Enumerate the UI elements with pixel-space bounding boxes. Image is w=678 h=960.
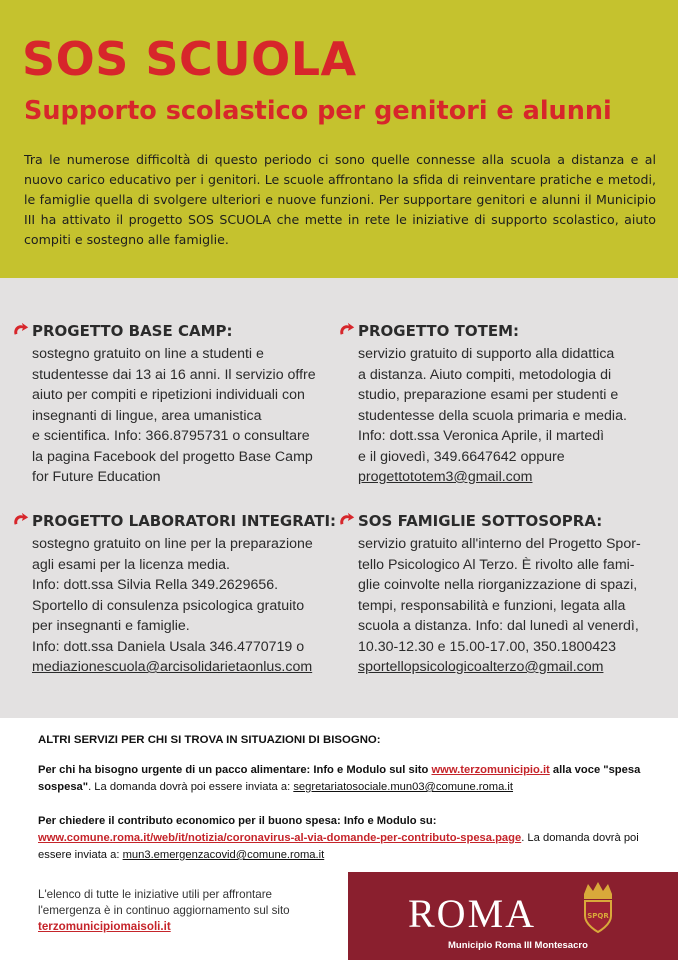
arrow-swirl-icon [338,512,356,530]
body-line: 10.30-12.30 e 15.00-17.00, 350.1800423 [358,638,616,655]
segretariato-email-link[interactable]: segretariatosociale.mun03@comune.roma.it [293,781,514,793]
page-title: SOS SCUOLA [22,32,357,86]
body-line: aiuto per compiti e ripetizioni individuali con [32,387,305,403]
roma-logo-block [348,872,678,960]
body-line: servizio gratuito di supporto alla didattica [358,346,615,362]
roma-wordmark: ROMA [408,891,537,936]
footer-note [38,887,290,935]
email-link[interactable]: sportellopsicologicoalterzo@gmail.com [358,659,604,675]
body-line: per insegnanti e famiglie. [32,618,190,634]
note-line: L'elenco di tutte le iniziative utili per affrontare [38,888,273,901]
body-line: Sportello di consulenza psicologica gratuito [32,597,305,614]
project-body [32,534,313,678]
email-link[interactable]: progettototem3@gmail.com [358,469,533,485]
maisoli-link[interactable]: terzomunicipiomaisoli.it [38,920,171,933]
project-body [32,344,316,488]
food-paragraph [38,762,663,796]
email-link[interactable]: mediazionescuola@arcisolidarietaonlus.com [32,659,313,675]
project-body [358,534,641,678]
roma-crest-icon [580,880,616,934]
buono-lead: Per chiedere il contributo economico per il buono spesa: Info e Modulo su: [38,815,437,827]
header-band [0,0,678,278]
note-line: l'emergenza è in continuo aggiornamento sul sito [38,904,290,917]
terzomunicipio-link[interactable]: www.terzomunicipio.it [431,764,550,776]
body-line: Info: dott.ssa Veronica Aprile, il martedì [358,428,605,444]
buono-tail: . La domanda dovrà poi essere inviata a: [38,832,639,861]
body-line: Info: dott.ssa Silvia Rella 349.2629656. [32,577,279,593]
body-line: insegnanti di lingue, area umanistica [32,407,262,424]
project-body [358,344,627,488]
emergenzacovid-email-link[interactable]: mun3.emergenzacovid@comune.roma.it [122,849,325,861]
body-line: a distanza. Aiuto compiti, metodologia di [358,366,612,383]
body-line: tempi, responsabilità e funzioni, legata alla [358,597,626,614]
project-title: PROGETTO BASE CAMP: [32,322,233,340]
body-line: Info: dott.ssa Daniela Usala 346.4770719 o [32,638,305,655]
arrow-swirl-icon [12,512,30,530]
body-line: e scientifica. Info: 366.8795731 o consultare [32,428,310,444]
body-line: glie coinvolte nella riorganizzazione di spazi, [358,577,638,593]
project-title: PROGETTO TOTEM: [358,322,520,340]
arrow-swirl-icon [338,322,356,340]
extra-heading: ALTRI SERVIZI PER CHI SI TROVA IN SITUAZIONI DI BISOGNO: [38,734,381,746]
project-title: SOS FAMIGLIE SOTTOSOPRA: [358,512,603,530]
body-line: sostegno gratuito on line a studenti e [32,346,264,362]
body-line: studentesse dai 13 ai 16 anni. Il servizio offre [32,366,316,383]
body-line: sostegno gratuito on line per la preparazione [32,536,313,552]
arrow-swirl-icon [12,322,30,340]
extra-services [38,734,663,864]
buono-paragraph [38,813,663,864]
municipio-label: Municipio Roma III Montesacro [448,940,588,951]
body-line: studio, preparazione esami per studenti e [358,387,619,403]
body-line: servizio gratuito all'interno del Progetto Spor- [358,536,641,552]
food-mid: alla voce "spesa sospesa" [38,764,641,793]
crest-lettering: SPQR [587,912,609,920]
body-line: la pagina Facebook del progetto Base Camp [32,448,313,465]
comune-roma-link[interactable]: www.comune.roma.it/web/it/notizia/coronavirus-al-via-domande-per-contributo-spesa.page [38,832,522,844]
body-line: studentesse della scuola primaria e media. [358,407,627,424]
body-line: scuola a distanza. Info: dal lunedì al venerdì, [358,618,639,634]
page-subtitle: Supporto scolastico per genitori e alunni [24,96,612,126]
body-line: agli esami per la licenza media. [32,556,230,573]
body-line: e il giovedì, 349.6647642 oppure [358,448,565,465]
project-title: PROGETTO LABORATORI INTEGRATI: [32,512,337,530]
food-lead: Per chi ha bisogno urgente di un pacco alimentare: Info e Modulo sul sito [38,764,432,776]
food-tail: . La domanda dovrà poi essere inviata a: [88,781,294,793]
intro-paragraph: Tra le numerose difficoltà di questo periodo ci sono quelle connesse alla scuola a distanza e al nuovo carico educativo per i genitori. Le scuole affrontano la sfida di reinventare pratiche e metodi, le famiglie quella di svolgere ulteriori e nuove funzioni. Per supportare genitori e alunni il Municipio III ha attivato il progetto SOS SCUOLA che mette in rete le iniziative di supporto scolastico, aiuto compiti e sostegno alle famiglie. [24,152,656,247]
body-line: for Future Education [32,469,161,485]
body-line: tello Psicologico Al Terzo. È rivolto alle fami- [358,556,635,573]
